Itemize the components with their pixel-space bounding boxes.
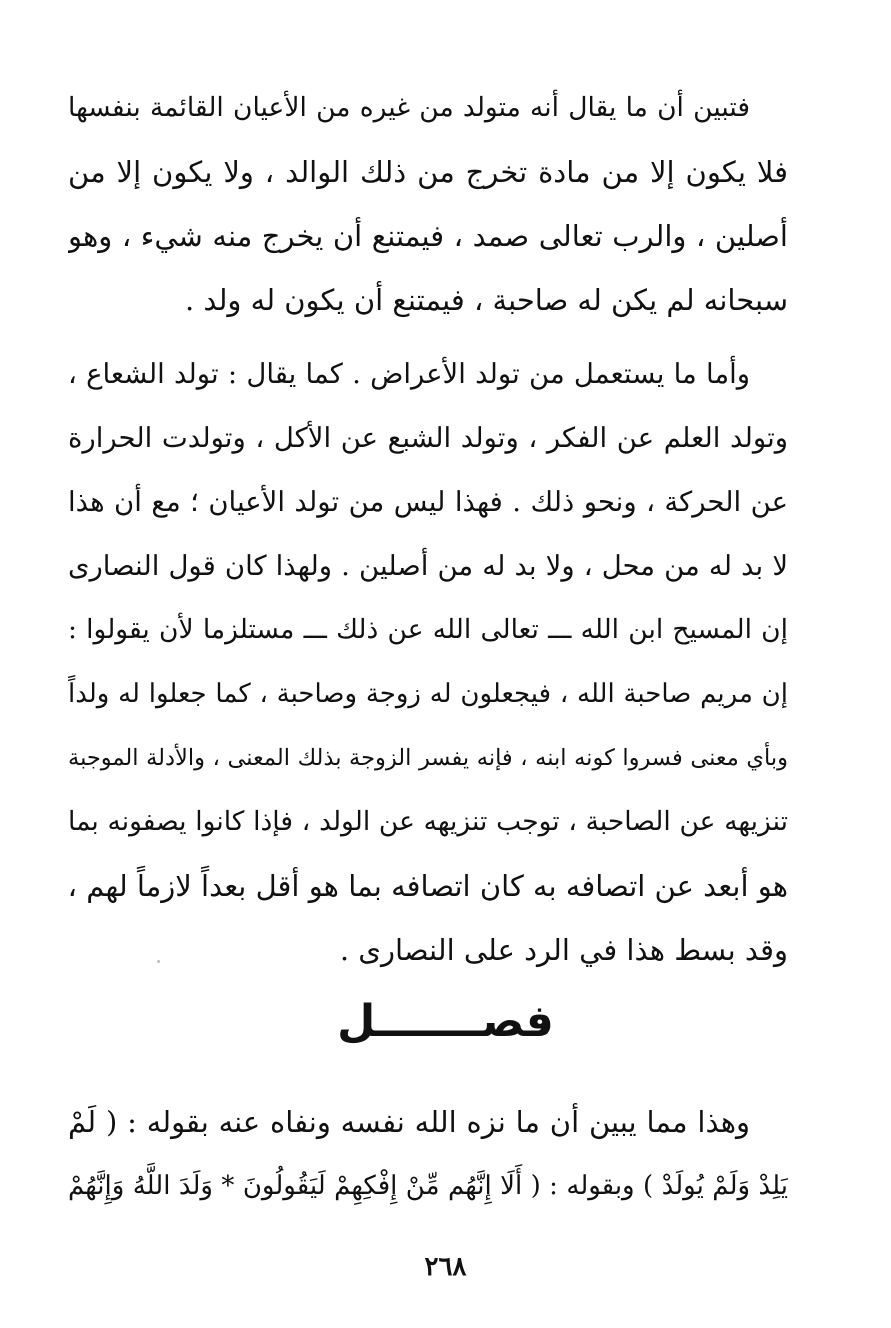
paragraph-1-line: سبحانه لم يكن له صاحبة ، فيمتنع أن يكون له ولد . — [184, 283, 788, 317]
paragraph-2 — [68, 342, 788, 982]
paragraph-2-line: إن المسيح ابن الله ـــ تعالى الله عن ذلك ـــ مستلزما لأن يقولوا : — [68, 614, 788, 645]
paragraph-2-line: تنزيهه عن الصاحبة ، توجب تنزيهه عن الولد ، فإذا كانوا يصفونه بما — [68, 806, 788, 837]
paragraph-2-line: عن الحركة ، ونحو ذلك . فهذا ليس من تولد الأعيان ؛ مع أن هذا — [68, 486, 788, 518]
paragraph-1-line: أصلين ، والرب تعالى صمد ، فيمتنع أن يخرج منه شيء ، وهو — [68, 219, 788, 253]
paragraph-3-line: وهذا مما يبين أن ما نزه الله نفسه ونفاه عنه بقوله : ( لَمْ — [68, 1105, 750, 1139]
section-heading: فصـــــــل — [337, 996, 554, 1047]
paragraph-2-line: وتولد العلم عن الفكر ، وتولد الشبع عن الأكل ، وتولدت الحرارة — [68, 422, 788, 454]
scan-speck — [157, 960, 160, 963]
paragraph-2-line: وقد بسط هذا في الرد على النصارى . — [339, 933, 788, 967]
paragraph-2-line: هو أبعد عن اتصافه به كان اتصافه بما هو أقل بعداً لازماً لهم ، — [68, 869, 788, 903]
paragraph-1-line: فتبين أن ما يقال أنه متولد من غيره من الأعيان القائمة بنفسها — [68, 92, 750, 123]
paragraph-2-line: وبأي معنى فسروا كونه ابنه ، فإنه يفسر الزوجة بذلك المعنى ، والأدلة الموجبة — [68, 745, 788, 771]
paragraph-2-line: إن مريم صاحبة الله ، فيجعلون له زوجة وصاحبة ، كما جعلوا له ولداً — [68, 679, 788, 709]
paragraph-3 — [68, 1090, 788, 1218]
paragraph-3-line: يَلِدْ وَلَمْ يُولَدْ ) وبقوله : ( أَلَا إِنَّهُم مِّنْ إِفْكِهِمْ لَيَقُولُونَ * وَلَدَ اللَّهُ وَإِنَّهُمْ — [68, 1171, 788, 1201]
page-number: ٢٦٨ — [424, 1252, 467, 1282]
paragraph-2-line: وأما ما يستعمل من تولد الأعراض . كما يقال : تولد الشعاع ، — [68, 358, 750, 390]
paragraph-2-line: لا بد له من محل ، ولا بد له من أصلين . ولهذا كان قول النصارى — [68, 550, 788, 582]
paragraph-1-line: فلا يكون إلا من مادة تخرج من ذلك الوالد ، ولا يكون إلا من — [68, 155, 788, 189]
paragraph-1 — [68, 76, 788, 332]
